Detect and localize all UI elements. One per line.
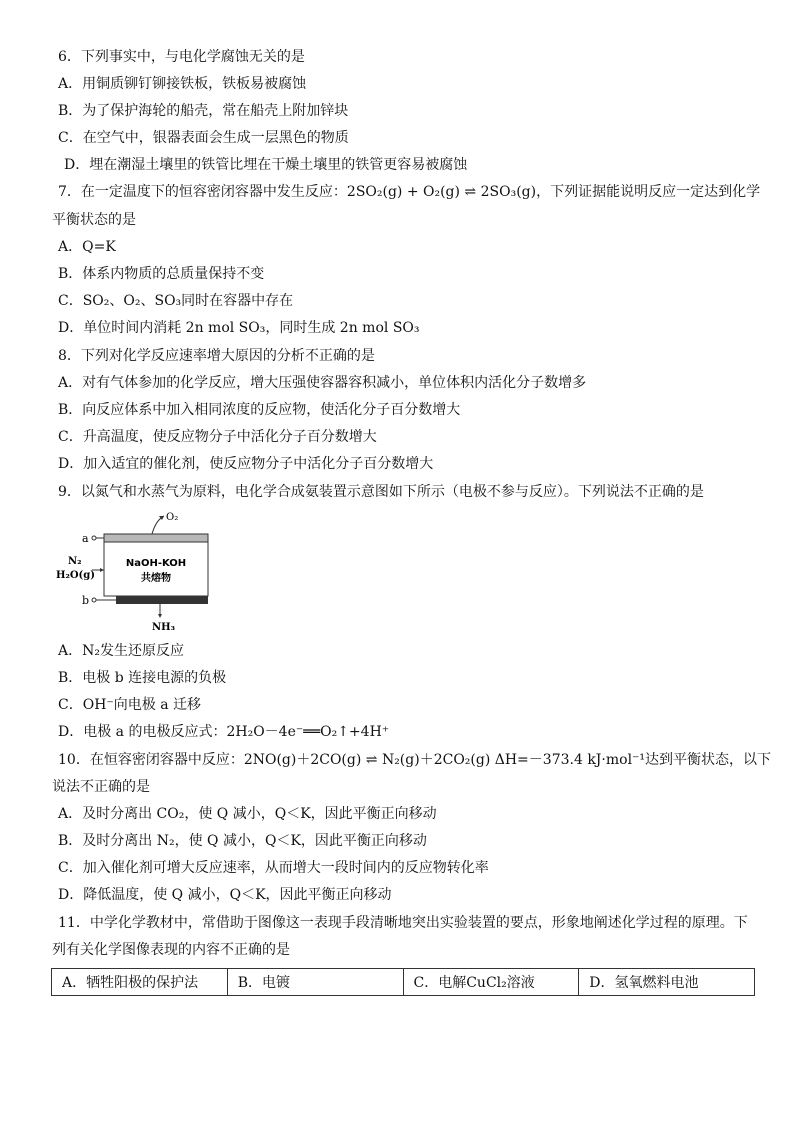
label-n2: N₂ [68, 556, 82, 567]
q8-option-d: D．加入适宜的催化剂，使反应物分子中活化分子百分数增大 [58, 456, 434, 472]
terminal-b [92, 598, 96, 602]
q7-option-b: B．体系内物质的总质量保持不变 [58, 266, 265, 282]
label-b: b [82, 594, 90, 607]
q7-option-a: A．Q=K [58, 239, 116, 255]
q9-option-a: A．N₂发生还原反应 [58, 643, 184, 659]
q11-stem-line2: 列有关化学图像表现的内容不正确的是 [52, 942, 290, 958]
q10-option-b: B．及时分离出 N₂，使 Q 减小，Q＜K，因此平衡正向移动 [58, 833, 427, 849]
q6-stem: 6．下列事实中，与电化学腐蚀无关的是 [58, 49, 305, 65]
q9-option-d: D．电极 a 的电极反应式：2H₂O－4e⁻══O₂↑+4H⁺ [58, 724, 390, 740]
q11-option-b: B．电镀 [227, 969, 403, 996]
q10-option-a: A．及时分离出 CO₂，使 Q 减小，Q＜K，因此平衡正向移动 [58, 806, 437, 822]
electrolyte-label-2: 共熔物 [141, 573, 171, 584]
q6-option-a: A．用铜质铆钉铆接铁板，铁板易被腐蚀 [58, 76, 307, 92]
label-o2: O₂ [166, 512, 179, 523]
q7-option-c: C．SO₂、O₂、SO₃同时在容器中存在 [58, 293, 294, 309]
label-h2o: H₂O(g) [56, 570, 95, 581]
q8-option-c: C．升高温度，使反应物分子中活化分子百分数增大 [58, 429, 377, 445]
q7-option-d: D．单位时间内消耗 2n mol SO₃，同时生成 2n mol SO₃ [58, 320, 420, 336]
q11-option-d: D．氢氧燃料电池 [579, 969, 755, 996]
q9-option-c: C．OH⁻向电极 a 迁移 [58, 697, 202, 713]
q11-options-table [51, 968, 755, 996]
q7-stem-line2: 平衡状态的是 [52, 212, 136, 228]
q10-stem-line2: 说法不正确的是 [52, 779, 150, 795]
electrode-a-bar [104, 534, 208, 542]
electrolyte-box [104, 542, 208, 596]
q7-stem-line1: 7．在一定温度下的恒容密闭容器中发生反应：2SO₂(g) + O₂(g) ⇌ 2SO₃(g)，下列证据能说明反应一定达到化学 [58, 184, 761, 200]
q11-option-a: A．牺牲阳极的保护法 [52, 969, 228, 996]
electrolyte-label-1: NaOH-KOH [125, 558, 187, 569]
q6-option-c: C．在空气中，银器表面会生成一层黑色的物质 [58, 130, 349, 146]
q6-option-b: B．为了保护海轮的船壳，常在船壳上附加锌块 [58, 103, 349, 119]
electrolysis-diagram [56, 506, 226, 636]
q9-stem: 9．以氮气和水蒸气为原料，电化学合成氨装置示意图如下所示（电极不参与反应）。下列说法不正确的是 [58, 484, 704, 500]
terminal-a [92, 536, 96, 540]
q11-option-c: C．电解CuCl₂溶液 [403, 969, 579, 996]
q11-stem-line1: 11．中学化学教材中，常借助于图像这一表现手段清晰地突出实验装置的要点，形象地阐述化学过程的原理。下 [58, 915, 748, 931]
q8-option-a: A．对有气体参加的化学反应，增大压强使容器容积减小，单位体积内活化分子数增多 [58, 375, 587, 391]
label-a: a [82, 532, 89, 545]
electrode-b-bar [116, 596, 208, 604]
q10-stem-line1: 10．在恒容密闭容器中反应：2NO(g)＋2CO(g) ⇌ N₂(g)＋2CO₂(g) ΔH=－373.4 kJ·mol⁻¹达到平衡状态，以下 [58, 752, 772, 768]
q6-option-d: D．埋在潮湿土壤里的铁管比埋在干燥土壤里的铁管更容易被腐蚀 [64, 157, 468, 173]
label-nh3: NH₃ [152, 622, 175, 633]
q10-option-d: D．降低温度，使 Q 减小，Q＜K，因此平衡正向移动 [58, 887, 392, 903]
q8-option-b: B．向反应体系中加入相同浓度的反应物，使活化分子百分数增大 [58, 402, 461, 418]
q9-option-b: B．电极 b 连接电源的负极 [58, 670, 227, 686]
q8-stem: 8．下列对化学反应速率增大原因的分析不正确的是 [58, 348, 375, 364]
q10-option-c: C．加入催化剂可增大反应速率，从而增大一段时间内的反应物转化率 [58, 860, 489, 876]
